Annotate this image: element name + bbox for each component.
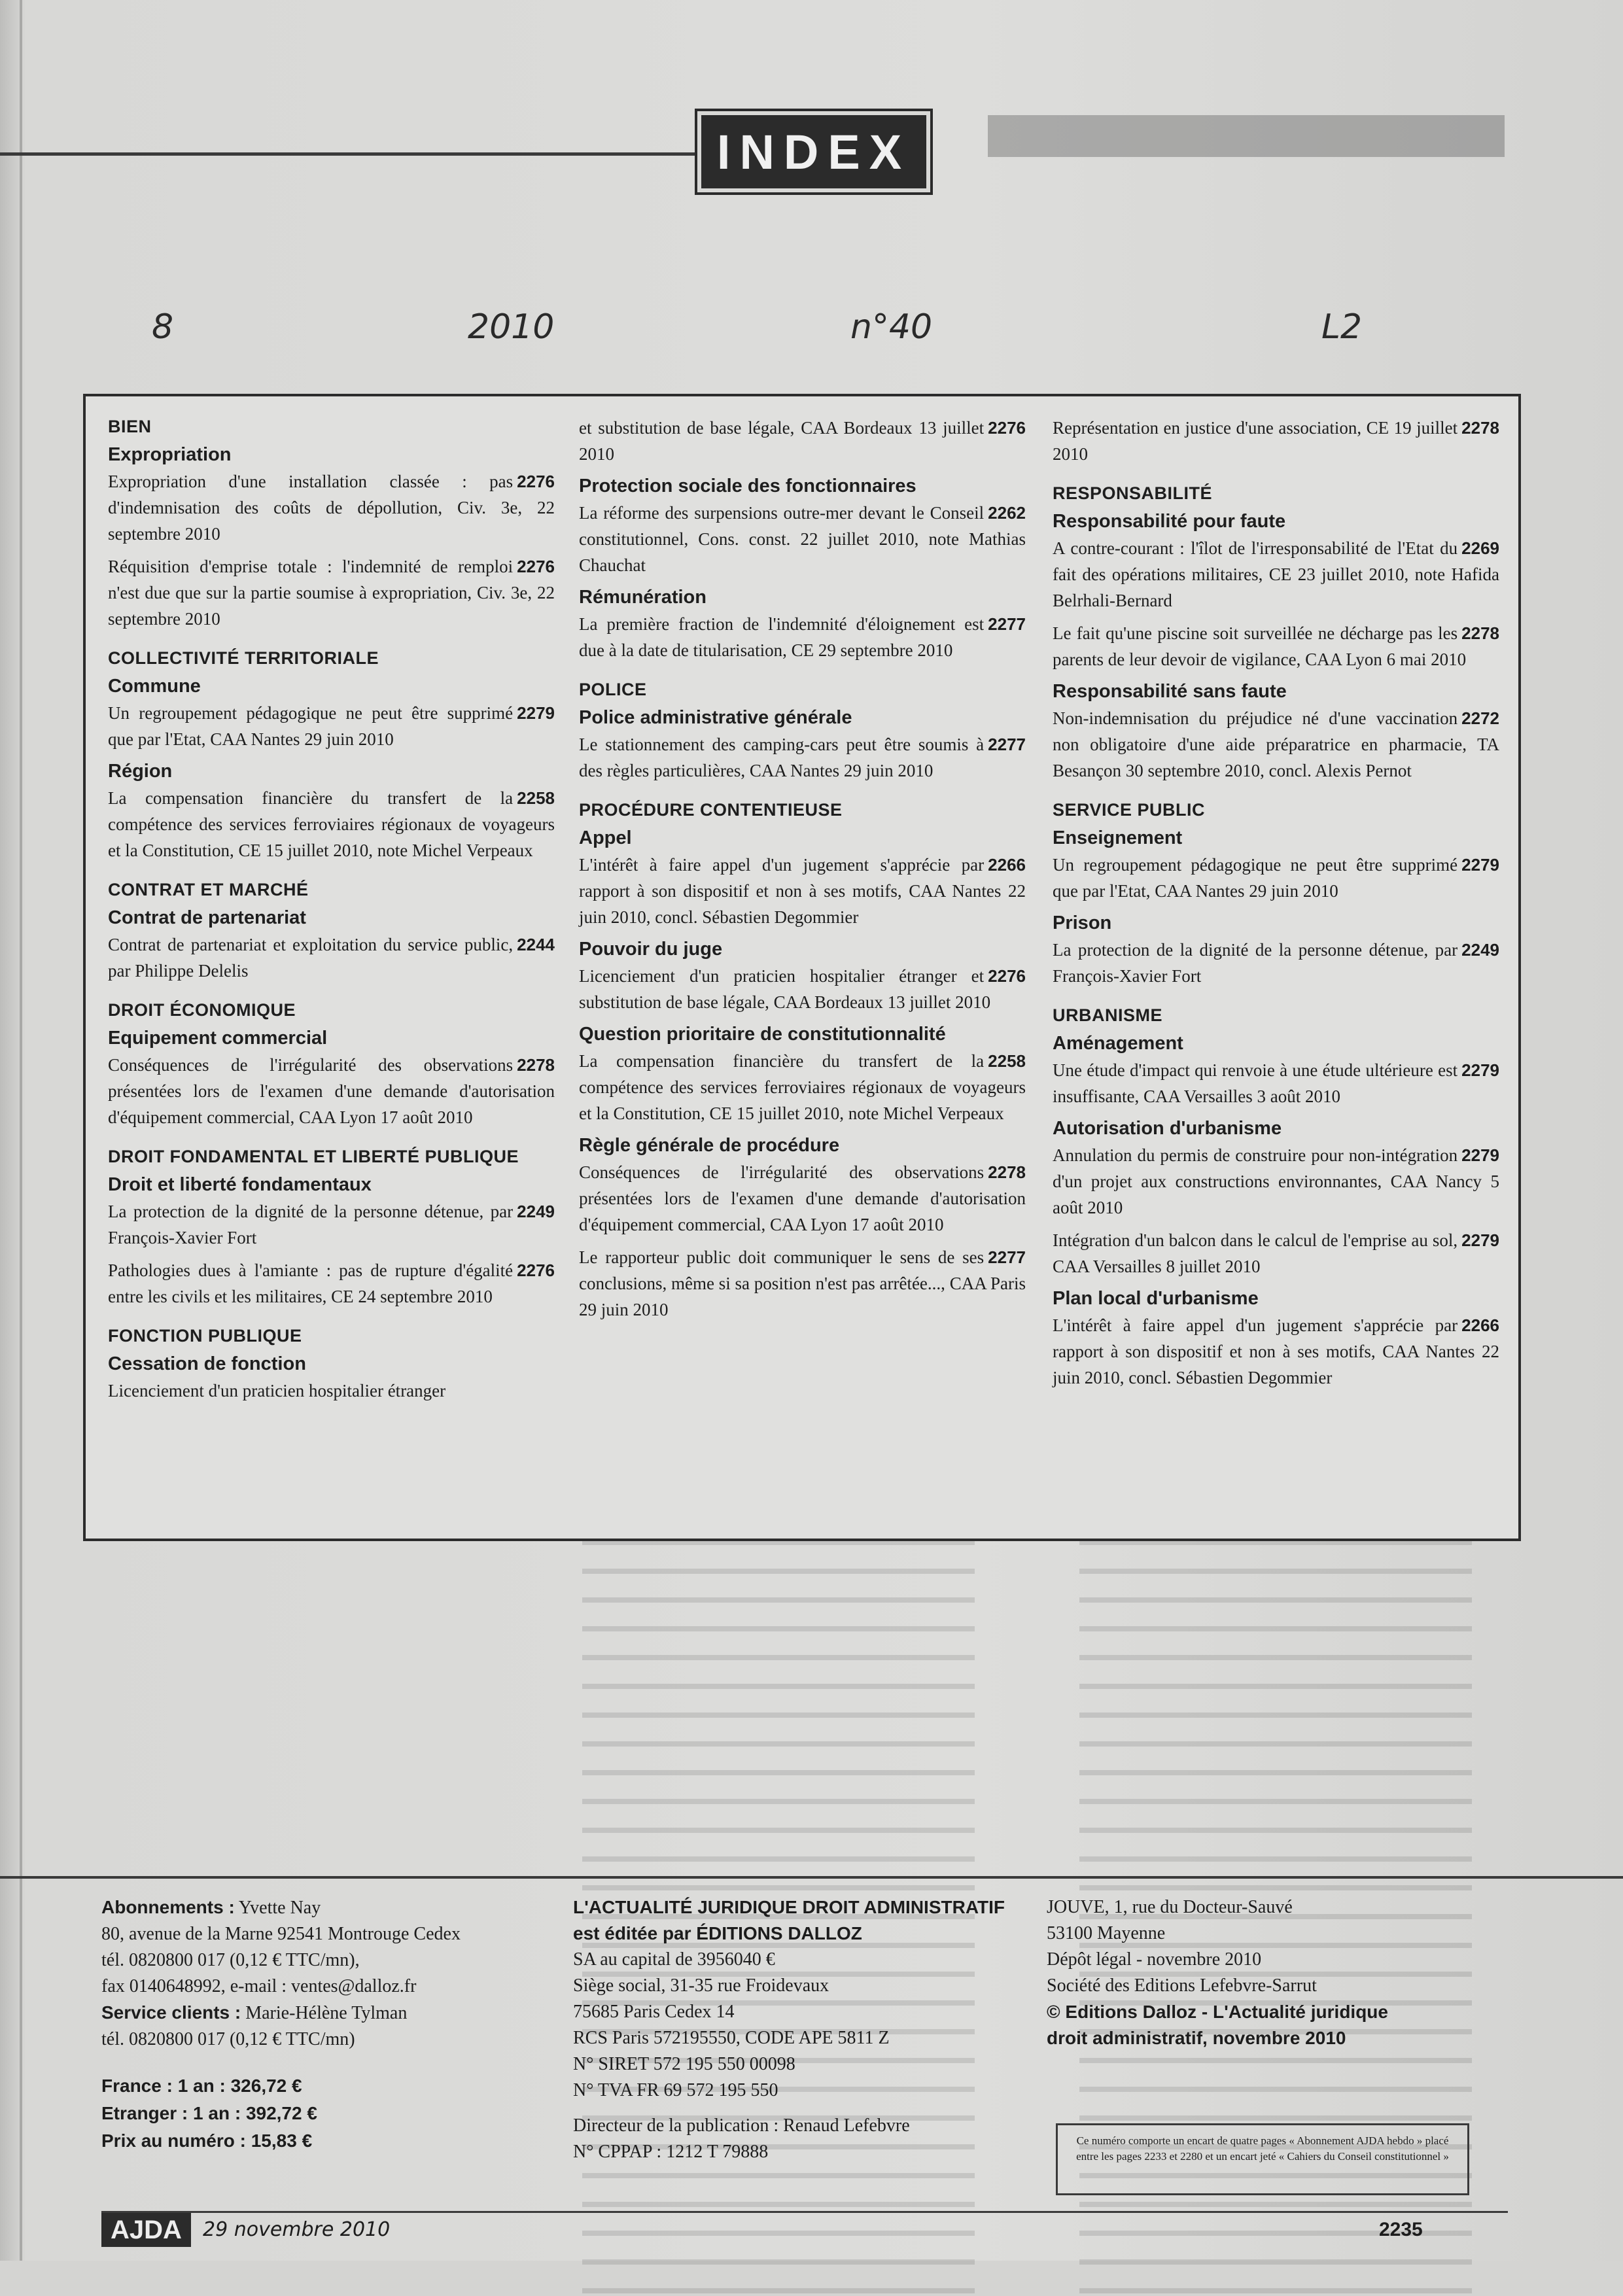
index-entry <box>108 931 555 984</box>
handwritten-note-b: 2010 <box>468 307 555 347</box>
index-entry <box>108 1198 555 1251</box>
index-entry-text: La première fraction de l'indemnité d'éloignement est due à la date de titularisation, CE 29 septembre 2010 <box>579 614 985 660</box>
index-subheading: Commune <box>108 676 201 697</box>
index-entry-page: 2258 <box>988 1051 1026 1071</box>
index-section-heading: RESPONSABILITÉ <box>1053 483 1213 503</box>
printer-line-3: Dépôt légal - novembre 2010 <box>1047 1949 1262 1970</box>
index-entry-text: Annulation du permis de construire pour non-intégration d'un projet aux constructions environnantes, CAA Nancy 5 août 2010 <box>1053 1145 1499 1217</box>
publisher-tva: N° TVA FR 69 572 195 550 <box>573 2080 778 2100</box>
index-entry-text: Réquisition d'emprise totale : l'indemnité de remploi n'est due que sur la partie soumise à expropriation, Civ. 3e, 22 septembre 2010 <box>108 557 555 629</box>
index-entry <box>579 1159 1026 1238</box>
index-entry-text: La compensation financière du transfert de la compétence des services ferroviaires régionaux de voyageurs et la Constitution, CE 15 juillet 2010, note Michel Verpeaux <box>579 1051 1026 1123</box>
index-section-heading: SERVICE PUBLIC <box>1053 800 1206 820</box>
index-entry <box>579 963 1026 1015</box>
index-entry-text: L'intérêt à faire appel d'un jugement s'apprécie par rapport à son dispositif et non à ses motifs, CAA Nantes 22 juin 2010, concl. Sébastien Degommier <box>579 855 1026 927</box>
index-entry-page: 2276 <box>517 1261 555 1280</box>
index-entry-page: 2278 <box>1461 418 1499 438</box>
index-subheading: Enseignement <box>1053 827 1183 848</box>
index-entry-text: Une étude d'impact qui renvoie à une étude ultérieure est insuffisante, CAA Versailles 3 août 2010 <box>1053 1060 1458 1106</box>
index-section-heading: BIEN <box>108 417 152 436</box>
index-entry <box>579 1048 1026 1126</box>
subscriptions-tel: tél. 0820800 017 (0,12 € TTC/mn), <box>101 1950 360 1970</box>
publisher-name: est éditée par ÉDITIONS DALLOZ <box>573 1923 862 1943</box>
index-subheading: Règle générale de procédure <box>579 1135 840 1156</box>
subscriptions-address: 80, avenue de la Marne 92541 Montrouge Cedex <box>101 1924 461 1944</box>
index-subheading: Appel <box>579 827 632 848</box>
subscriptions-fax: fax 0140648992, e-mail : ventes@dalloz.fr <box>101 1976 417 1996</box>
index-section-heading: FONCTION PUBLIQUE <box>108 1326 302 1346</box>
index-entry-page: 2272 <box>1461 708 1499 728</box>
index-entry <box>579 852 1026 930</box>
index-subheading: Cessation de fonction <box>108 1353 306 1374</box>
publisher-siret: N° SIRET 572 195 550 00098 <box>573 2054 795 2074</box>
publisher-info <box>573 1894 1031 2165</box>
service-tel: tél. 0820800 017 (0,12 € TTC/mn) <box>101 2029 355 2049</box>
index-entry-text: Un regroupement pédagogique ne peut être supprimé que par l'Etat, CAA Nantes 29 juin 2010 <box>1053 855 1458 901</box>
price-etranger: Etranger : 1 an : 392,72 € <box>101 2103 317 2123</box>
index-entry-page: 2279 <box>1461 1060 1499 1080</box>
index-entry-text: Le rapporteur public doit communiquer le sens de ses conclusions, même si sa position n'est pas arrêtée..., CAA Paris 29 juin 2010 <box>579 1247 1026 1319</box>
index-subheading: Contrat de partenariat <box>108 907 306 928</box>
index-entry-page: 2262 <box>988 503 1026 523</box>
index-entry-text: L'intérêt à faire appel d'un jugement s'apprécie par rapport à son dispositif et non à ses motifs, CAA Nantes 22 juin 2010, concl. Sébastien Degommier <box>1053 1315 1499 1387</box>
index-entry <box>579 1244 1026 1323</box>
publisher-siege: Siège social, 31-35 rue Froidevaux <box>573 1975 829 1996</box>
index-subheading: Protection sociale des fonctionnaires <box>579 476 916 496</box>
insert-notice: Ce numéro comporte un encart de quatre pages « Abonnement AJDA hebdo » placé entre les pages 2233 et 2280 et un encart jeté « Cahiers du Conseil constitutionnel » <box>1056 2123 1469 2195</box>
index-entry-text: La réforme des surpensions outre-mer devant le Conseil constitutionnel, Cons. const. 22 juillet 2010, note Mathias Chauchat <box>579 503 1026 575</box>
printer-info <box>1047 1894 1505 2051</box>
index-entry <box>1053 535 1499 614</box>
index-entry-page: 2266 <box>1461 1315 1499 1335</box>
copyright-line-1: © Editions Dalloz - L'Actualité juridique <box>1047 2002 1388 2022</box>
index-entry-text: Pathologies dues à l'amiante : pas de rupture d'égalité entre les civils et les militaires, CE 24 septembre 2010 <box>108 1261 514 1306</box>
index-entry-page: 2279 <box>1461 1145 1499 1165</box>
header-ghost-bar <box>988 115 1505 157</box>
index-subheading: Equipement commercial <box>108 1028 328 1049</box>
index-entry-page: 2278 <box>517 1055 555 1075</box>
index-entry-page: 2258 <box>517 788 555 808</box>
index-entry-text: Non-indemnisation du préjudice né d'une vaccination non obligatoire d'une aide préparatrice en pharmacie, TA Besançon 30 septembre 2010, concl. Alexis Pernot <box>1053 708 1499 780</box>
index-entry-text: Licenciement d'un praticien hospitalier étranger <box>108 1381 446 1400</box>
index-entry <box>108 468 555 547</box>
index-entry <box>108 700 555 752</box>
index-entry <box>1053 1142 1499 1221</box>
index-subheading: Droit et liberté fondamentaux <box>108 1174 372 1195</box>
price-france: France : 1 an : 326,72 € <box>101 2076 302 2096</box>
index-frame <box>83 394 1521 1541</box>
index-section-heading: URBANISME <box>1053 1005 1163 1025</box>
subscription-info <box>101 1894 546 2155</box>
index-entry-page: 2277 <box>988 614 1026 634</box>
index-entry-page: 2278 <box>1461 623 1499 643</box>
printer-line-1: JOUVE, 1, rue du Docteur-Sauvé <box>1047 1897 1293 1917</box>
index-entry-page: 2276 <box>988 966 1026 986</box>
publication-title: L'ACTUALITÉ JURIDIQUE DROIT ADMINISTRATIF <box>573 1897 1005 1917</box>
index-entry <box>1053 1227 1499 1279</box>
index-entry-text: Contrat de partenariat et exploitation du service public, par Philippe Delelis <box>108 935 514 981</box>
index-section-heading: PROCÉDURE CONTENTIEUSE <box>579 800 843 820</box>
service-label: Service clients : <box>101 2002 241 2023</box>
index-entry-page: 2269 <box>1461 538 1499 558</box>
index-subheading: Expropriation <box>108 444 232 465</box>
printer-line-4: Société des Editions Lefebvre-Sarrut <box>1047 1975 1317 1996</box>
index-entry-page: 2276 <box>517 472 555 491</box>
index-section-heading: COLLECTIVITÉ TERRITORIALE <box>108 648 379 668</box>
index-entry-text: Expropriation d'une installation classée : pas d'indemnisation des coûts de dépollution, Civ. 3e, 22 septembre 2010 <box>108 472 555 544</box>
copyright-line-2: droit administratif, novembre 2010 <box>1047 2028 1346 2048</box>
price-numero: Prix au numéro : 15,83 € <box>101 2131 313 2151</box>
handwritten-note-d: L2 <box>1321 307 1363 347</box>
issue-date: 29 novembre 2010 <box>203 2218 391 2241</box>
journal-logo: AJDA <box>101 2213 191 2247</box>
index-section-heading: CONTRAT ET MARCHÉ <box>108 880 309 899</box>
subscriptions-name: Yvette Nay <box>238 1898 321 1918</box>
footer-rule <box>0 1876 1623 1879</box>
index-entry <box>1053 852 1499 904</box>
index-subheading: Responsabilité sans faute <box>1053 681 1287 702</box>
index-entry-text: La protection de la dignité de la personne détenue, par François-Xavier Fort <box>1053 940 1458 986</box>
index-entry-page: 2278 <box>988 1162 1026 1182</box>
index-entry-text: et substitution de base légale, CAA Bordeaux 13 juillet 2010 <box>579 418 985 464</box>
index-entry-page: 2279 <box>1461 855 1499 875</box>
index-subheading: Prison <box>1053 913 1112 933</box>
publication-director: Directeur de la publication : Renaud Lefebvre <box>573 2115 910 2136</box>
bottom-rule <box>101 2211 1508 2213</box>
index-subheading: Pouvoir du juge <box>579 939 723 960</box>
header-rule <box>0 152 700 156</box>
index-entry-page: 2277 <box>988 1247 1026 1267</box>
publisher-city: 75685 Paris Cedex 14 <box>573 2002 735 2022</box>
index-subheading: Autorisation d'urbanisme <box>1053 1118 1282 1139</box>
publication-cppap: N° CPPAP : 1212 T 79888 <box>573 2142 769 2162</box>
index-entry <box>579 731 1026 784</box>
index-entry <box>579 415 1026 467</box>
index-subheading: Plan local d'urbanisme <box>1053 1288 1259 1309</box>
index-entry <box>1053 1057 1499 1109</box>
index-entry-text: Un regroupement pédagogique ne peut être supprimé que par l'Etat, CAA Nantes 29 juin 2010 <box>108 703 514 749</box>
index-entry-text: Le stationnement des camping-cars peut être soumis à des règles particulières, CAA Nantes 29 juin 2010 <box>579 735 985 780</box>
index-entry-page: 2249 <box>1461 940 1499 960</box>
index-entry-page: 2266 <box>988 855 1026 875</box>
index-subheading: Rémunération <box>579 587 707 608</box>
index-entry-page: 2276 <box>988 418 1026 438</box>
index-entry-text: La compensation financière du transfert de la compétence des services ferroviaires régionaux de voyageurs et la Constitution, CE 15 juillet 2010, note Michel Verpeaux <box>108 788 555 860</box>
index-subheading: Police administrative générale <box>579 707 852 728</box>
index-entry-text: La protection de la dignité de la personne détenue, par François-Xavier Fort <box>108 1202 514 1247</box>
index-column-3 <box>1053 415 1499 1397</box>
index-entry-text: Conséquences de l'irrégularité des observations présentées lors de l'examen d'une demande d'autorisation d'équipement commercial, CAA Lyon 17 août 2010 <box>579 1162 1026 1234</box>
index-subheading: Aménagement <box>1053 1033 1183 1054</box>
index-entry <box>108 553 555 632</box>
publisher-rcs: RCS Paris 572195550, CODE APE 5811 Z <box>573 2028 890 2048</box>
printer-line-2: 53100 Mayenne <box>1047 1923 1166 1943</box>
index-section-heading: DROIT ÉCONOMIQUE <box>108 1000 296 1020</box>
subscriptions-label: Abonnements : <box>101 1897 235 1917</box>
index-subheading: Question prioritaire de constitutionnalité <box>579 1024 946 1045</box>
index-entry <box>108 1378 555 1404</box>
index-column-2 <box>579 415 1026 1329</box>
index-entry <box>1053 620 1499 672</box>
index-entry-page: 2276 <box>517 557 555 576</box>
index-entry-text: Représentation en justice d'une association, CE 19 juillet 2010 <box>1053 418 1458 464</box>
index-entry-page: 2279 <box>1461 1230 1499 1250</box>
index-subheading: Responsabilité pour faute <box>1053 511 1286 532</box>
index-entry-page: 2244 <box>517 935 555 954</box>
index-entry <box>1053 705 1499 784</box>
index-section-heading: DROIT FONDAMENTAL ET LIBERTÉ PUBLIQUE <box>108 1147 519 1166</box>
index-entry <box>579 500 1026 578</box>
index-section-heading: POLICE <box>579 680 647 699</box>
index-entry-text: Intégration d'un balcon dans le calcul de l'emprise au sol, CAA Versailles 8 juillet 2010 <box>1053 1230 1458 1276</box>
page-title: INDEX <box>716 124 911 179</box>
index-entry <box>1053 1312 1499 1391</box>
index-entry-text: A contre-courant : l'îlot de l'irresponsabilité de l'Etat du fait des opérations militaires, CE 23 juillet 2010, note Hafida Belrhali-Bernard <box>1053 538 1499 610</box>
index-subheading: Région <box>108 761 173 782</box>
handwritten-note-c: n°40 <box>850 307 933 347</box>
index-entry <box>108 1257 555 1310</box>
page-number: 2235 <box>1379 2219 1423 2240</box>
index-entry-page: 2279 <box>517 703 555 723</box>
index-entry <box>1053 937 1499 989</box>
publisher-capital: SA au capital de 3956040 € <box>573 1949 775 1970</box>
index-entry-text: Conséquences de l'irrégularité des observations présentées lors de l'examen d'une demande d'autorisation d'équipement commercial, CAA Lyon 17 août 2010 <box>108 1055 555 1127</box>
index-column-1 <box>108 415 555 1410</box>
binding-edge <box>20 0 22 2261</box>
handwritten-note-a: 8 <box>152 307 174 347</box>
index-entry <box>108 785 555 863</box>
index-title-box <box>697 111 930 192</box>
index-entry-text: Le fait qu'une piscine soit surveillée ne décharge pas les parents de leur devoir de vigilance, CAA Lyon 6 mai 2010 <box>1053 623 1467 669</box>
index-entry <box>579 611 1026 663</box>
index-entry <box>1053 415 1499 467</box>
index-entry-page: 2249 <box>517 1202 555 1221</box>
index-entry <box>108 1052 555 1130</box>
service-name: Marie-Hélène Tylman <box>245 2003 408 2023</box>
index-entry-page: 2277 <box>988 735 1026 754</box>
index-entry-text: Licenciement d'un praticien hospitalier étranger et substitution de base légale, CAA Bordeaux 13 juillet 2010 <box>579 966 991 1012</box>
